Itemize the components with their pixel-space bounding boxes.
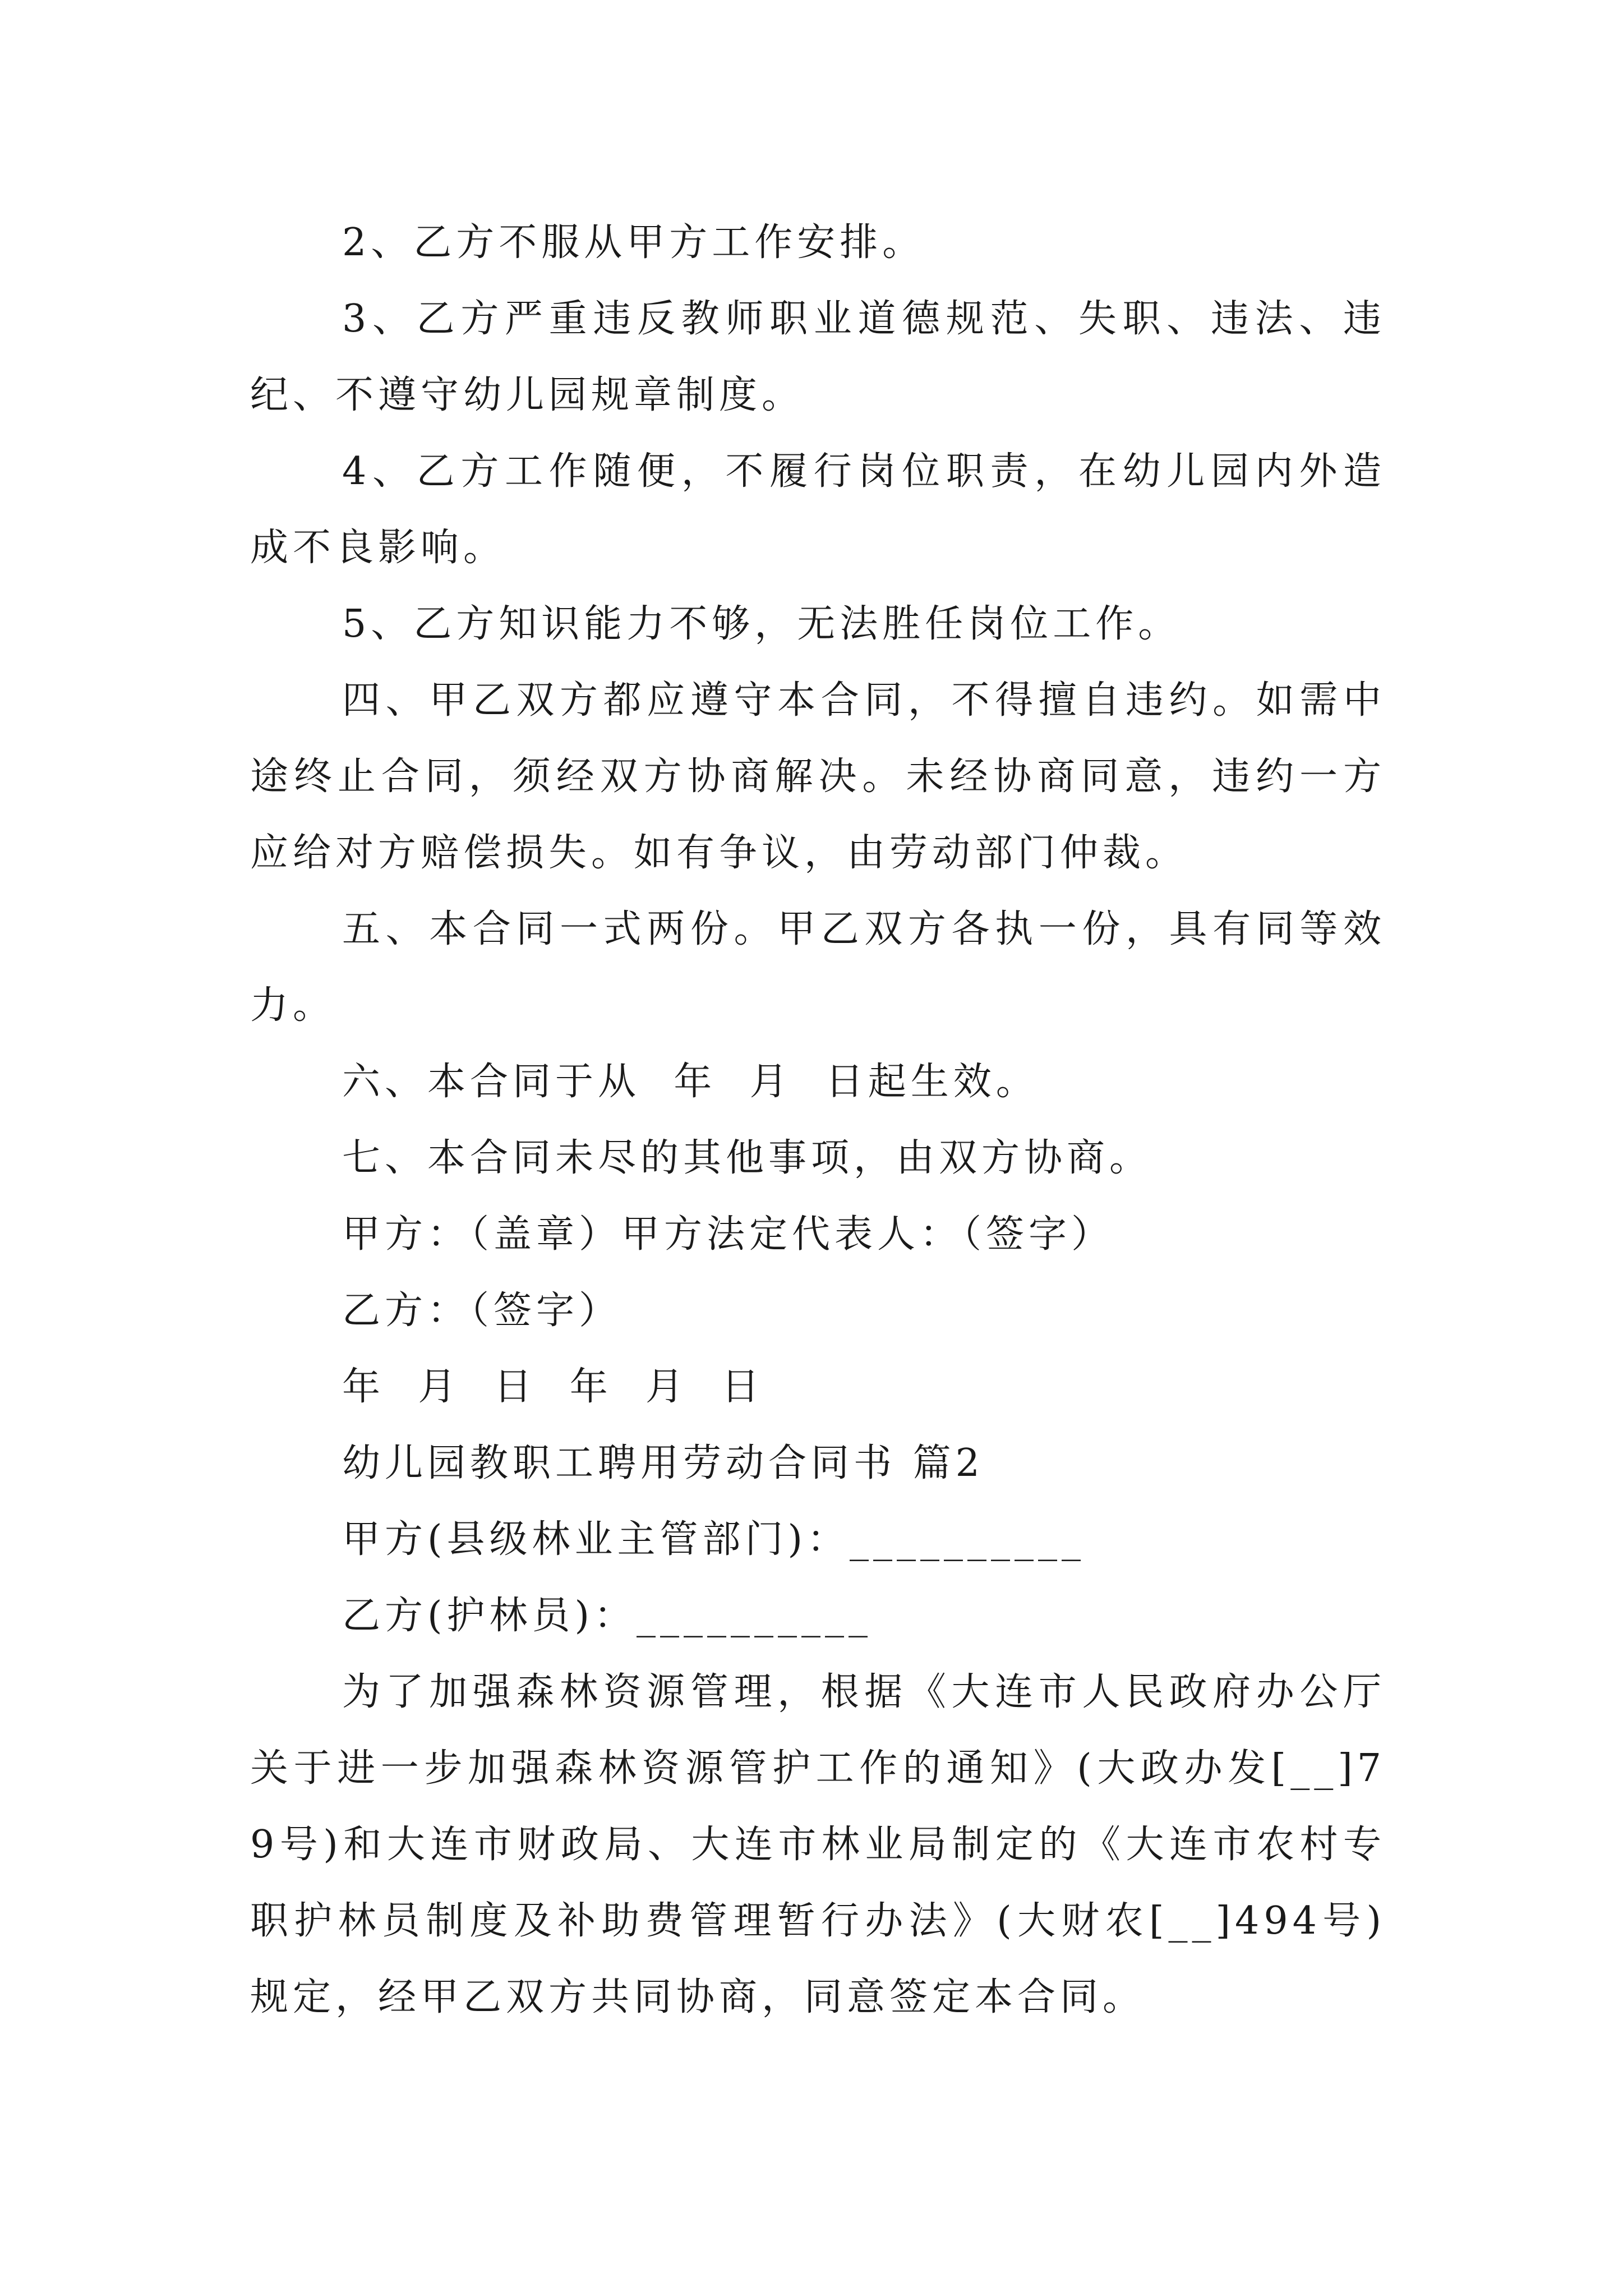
clause-2: 2、乙方不服从甲方工作安排。: [342, 220, 925, 265]
section-title: 幼儿园教职工聘用劳动合同书 篇2: [342, 1441, 984, 1485]
article-6: 六、本合同于从 年 月 日起生效。: [342, 1060, 1039, 1104]
party-b-signature-line: 乙方：（签字）: [342, 1289, 622, 1333]
clause-5: 5、乙方知识能力不够，无法胜任岗位工作。: [342, 602, 1181, 646]
date-line: 年 月 日 年 月 日: [342, 1365, 764, 1409]
preamble-paragraph: 为了加强森林资源管理，根据《大连市人民政府办公厅关于进一步加强森林资源管护工作的通知》(大政办发[__]79号)和大连市财政局、大连市林业局制定的《大连市农村专职护林员制度及补助费管理暂行办法》(大财农[__]494号)规定，经甲乙双方共同协商，同意签定本合同。: [250, 1670, 1386, 2019]
article-5: 五、本合同一式两份。甲乙双方各执一份，具有同等效力。: [250, 907, 1386, 1028]
article-7: 七、本合同未尽的其他事项，由双方协商。: [342, 1136, 1152, 1180]
document-body: [250, 205, 1386, 2036]
party-a-line: 甲方(县级林业主管部门)：__________: [342, 1517, 1086, 1562]
party-b-line: 乙方(护林员)：__________: [342, 1594, 873, 1638]
clause-3: 3、乙方严重违反教师职业道德规范、失职、违法、违纪、不遵守幼儿园规章制度。: [250, 297, 1386, 417]
clause-4: 4、乙方工作随便，不履行岗位职责，在幼儿园内外造成不良影响。: [250, 449, 1386, 570]
article-4: 四、甲乙双方都应遵守本合同，不得擅自违约。如需中途终止合同，须经双方协商解决。未经协商同意，违约一方应给对方赔偿损失。如有争议，由劳动部门仲裁。: [250, 678, 1386, 875]
party-a-signature-line: 甲方：（盖章）甲方法定代表人：（签字）: [342, 1212, 1114, 1257]
